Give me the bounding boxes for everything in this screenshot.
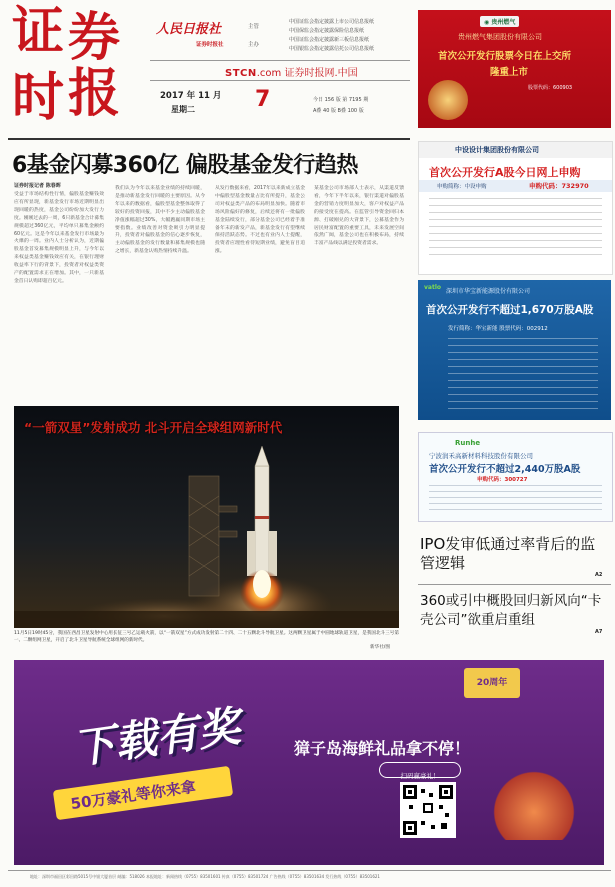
lead-column-3: 从发行数据来看，2017年以来新成立基金中偏股型基金数量占比有所提升，基金公司对权益类产品的布局明显加快。随着市场风险偏好的修复，后续还将有一批偏股基金陆续发行，部分基金公司已经着手准备年末的新发产品，新基金发行有望继续保持活跃态势。不过也有业内人士提醒，投资者应理性看待短期业绩，避免盲目追涨。 bbox=[215, 186, 305, 255]
guizhou-gas-brand bbox=[480, 16, 519, 27]
side-headline-360-page: A7 bbox=[595, 629, 603, 635]
qr-code[interactable] bbox=[400, 782, 456, 838]
huabao-headline: 首次公开发行不超过1,670万股A股 bbox=[426, 304, 594, 316]
zhongshe-header bbox=[419, 142, 612, 158]
people-daily-sub: 主管 bbox=[248, 24, 260, 30]
footer-info: 地址：深圳市福田区彩田路5015号中银大厦首层 邮编：518026 本报地址：新闻热线（0755）83501601 传真（0755）83501724 广告热线（0755）83501634 发行热线（0755）83501621 bbox=[30, 874, 380, 879]
designation-list bbox=[289, 18, 409, 54]
footer-rule bbox=[8, 870, 611, 871]
side-headline-ipo[interactable]: IPO发审低通过率背后的监管逻辑 bbox=[420, 535, 596, 572]
ad-runhe[interactable] bbox=[418, 432, 613, 522]
masthead-char-4: 报 bbox=[68, 63, 121, 124]
side-headline-ipo-page: A2 bbox=[595, 572, 603, 578]
zhongshe-short-name: 申购简称：中设申购 bbox=[437, 184, 487, 190]
guizhou-gas-logo-icon: ◉ bbox=[484, 19, 490, 26]
rocket-photo-art bbox=[14, 406, 399, 628]
masthead-char-1: 证 bbox=[12, 1, 65, 62]
runhe-headline: 首次公开发行不超过2,440万股A股 bbox=[429, 464, 581, 475]
download-reward-text: 下载有奖 bbox=[69, 701, 243, 774]
huabao-company: 深圳市华宝新能源股份有限公司 bbox=[446, 288, 531, 295]
guizhou-gas-bell-icon bbox=[428, 80, 468, 120]
masthead-rule-bottom bbox=[8, 138, 410, 140]
designation-3: 中国证监会指定披露新三板信息报纸 bbox=[289, 37, 370, 43]
runhe-detail bbox=[429, 485, 602, 515]
publisher-sub: 主办 bbox=[248, 42, 260, 48]
huabao-meta: 发行简称：华宝新能 股票代码：002912 bbox=[448, 326, 548, 332]
lead-column-4: 某基金公司市场部人士表示，从渠道反馈看，今年下半年以来，银行渠道对偏股基金的营销力度明显加大，客户对权益产品的接受度在提高。在监管引导资金回归本源、打破刚兑的大背景下，公募基金作为居民财富配置的重要工具，未来发展空间依然广阔，基金公司也在积极布局，持续丰富产品线以满足投资者需求。 bbox=[314, 186, 404, 247]
issue-line-2: A叠 40 版 B叠 100 版 bbox=[313, 108, 364, 114]
prize-text: 50万豪礼等你来拿 bbox=[69, 777, 197, 814]
lead-column-2: 我们认为今年以来基金业绩的持续回暖，是推动新基金发行回暖的主要原因。从今年以来的数据看，偏股型基金整体取得了较好的投资回报，其中不少主动偏股基金净值涨幅超过30%，大幅跑赢同期市场主要指数。业绩改善对资金吸引力明显提升，投资者对偏股基金的信心逐步恢复，主动偏股基金的发行数量和募集规模也随之增长，新基金认购热情持续升温。 bbox=[115, 186, 205, 255]
ad-zhongshe[interactable] bbox=[418, 141, 613, 275]
zhongshe-bar bbox=[419, 180, 612, 192]
date-day: 7 bbox=[255, 87, 271, 112]
issue-line-1: 今日 156 版 第 7195 期 bbox=[313, 97, 369, 103]
photo-caption: 11月5日19时45分，我国在西昌卫星发射中心用长征三号乙运载火箭，以“一箭双星”方式成功发射第二十四、二十五颗北斗导航卫星。这两颗卫星属于中圆地球轨道卫星，是我国北斗三号第一、二颗组网卫星，开启了北斗卫星导航系统全球组网的新时代。 bbox=[14, 631, 399, 643]
huabao-brand-icon: vatlo bbox=[424, 284, 442, 291]
runhe-company: 宁波润禾高新材料科技股份有限公司 bbox=[429, 452, 533, 460]
photo-title: “一箭双星”发射成功 北斗开启全球组网新时代 bbox=[24, 420, 283, 435]
guizhou-gas-brand-text: 贵州燃气 bbox=[491, 19, 516, 26]
lead-byline: 证券时报记者 陈春晖 bbox=[14, 183, 61, 189]
anniversary-text: 20周年 bbox=[476, 678, 508, 688]
date-line: 2017 年 11 月 bbox=[160, 91, 222, 101]
lead-headline[interactable]: 6基金闪募360亿 偏股基金发行趋热 bbox=[12, 153, 358, 178]
stcn-logo bbox=[225, 64, 358, 79]
stcn-suffix: .com 证券时报网.中国 bbox=[256, 68, 358, 79]
publisher-label: 证券时报社 bbox=[196, 42, 224, 48]
masthead-rule-mid bbox=[150, 80, 410, 81]
zhongshe-detail bbox=[429, 198, 602, 258]
ad-guizhou-gas[interactable] bbox=[418, 10, 611, 128]
guizhou-gas-company: 贵州燃气集团股份有限公司 bbox=[458, 33, 542, 41]
guizhou-gas-code: 股票代码：600903 bbox=[528, 85, 573, 91]
huabao-detail bbox=[448, 338, 598, 410]
masthead-char-2: 券 bbox=[68, 7, 121, 68]
rocket-photo bbox=[14, 406, 399, 628]
runhe-sub: 申购代码：300727 bbox=[477, 477, 528, 483]
zhongshe-company: 中设设计集团股份有限公司 bbox=[455, 146, 539, 154]
anniversary-badge bbox=[464, 668, 520, 698]
seafood-illustration bbox=[484, 770, 584, 840]
qr-code-art bbox=[403, 785, 453, 835]
masthead-rule-top bbox=[150, 60, 410, 61]
designation-4: 中国银监会指定披露信托公司信息报纸 bbox=[289, 46, 375, 52]
scan-pill bbox=[379, 762, 461, 778]
lead-column-1: 受益于市场结构性行情，偏股基金赚钱效应有所显现，新基金发行市场近期明显出现回暖的热度，基金公司纷纷加大发行力度。刚刚过去的一周，6只新基金合计募集规模超过360亿元，平均单只募集金额约60亿元。这是今年以来基金发行市场最为火爆的一周。业内人士分析认为，近期偏股基金首发募集规模明显上升，与今年以来权益类基金赚钱效应有关，在银行理财收益率下行的背景下，投资者对权益类资产的配置需求正在增加。其中，一只新基金首日认购即超百亿元。 bbox=[14, 192, 104, 284]
designation-2: 中国保监会指定披露保险信息报纸 bbox=[289, 28, 365, 34]
weekday: 星期二 bbox=[171, 105, 195, 114]
runhe-brand: Runhe bbox=[455, 439, 481, 447]
people-daily-logo: 人民日报社 bbox=[156, 22, 222, 37]
slogan: 獐子岛海鲜礼品拿不停！ bbox=[294, 739, 471, 758]
ad-zhangzidao[interactable] bbox=[14, 660, 604, 865]
side-headline-360[interactable]: 360或引中概股回归新风向“卡壳公司”欲重启重组 bbox=[420, 593, 602, 628]
zhongshe-headline: 首次公开发行A股今日网上申购 bbox=[429, 166, 581, 179]
guizhou-gas-line2: 隆重上市 bbox=[490, 67, 529, 78]
ad-huabao[interactable] bbox=[418, 280, 611, 420]
photo-credit: 新华社/图 bbox=[370, 645, 390, 650]
side-rule bbox=[418, 584, 611, 585]
stcn-mark: STCN bbox=[225, 68, 257, 79]
scan-text: 扫码赢豪礼！ bbox=[400, 772, 440, 780]
masthead-char-3: 时 bbox=[12, 67, 65, 128]
zhongshe-code: 申购代码：732970 bbox=[529, 182, 589, 190]
guizhou-gas-line1: 首次公开发行股票今日在上交所 bbox=[438, 51, 572, 62]
designation-1: 中国证监会指定披露上市公司信息报纸 bbox=[289, 19, 375, 25]
